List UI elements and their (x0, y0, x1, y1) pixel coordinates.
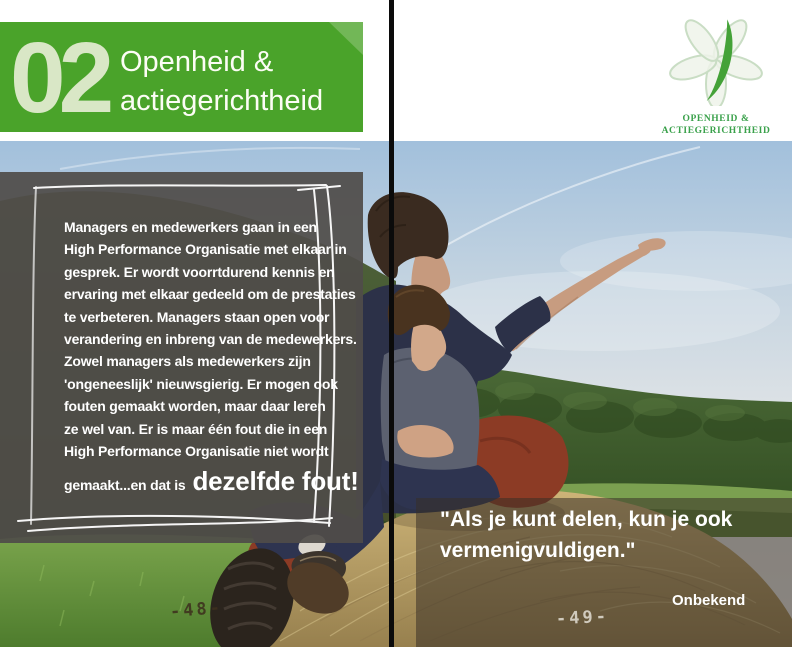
body-text (64, 216, 360, 497)
quote-line2: vermenigvuldigen." (440, 539, 636, 562)
body-line: verandering en inbreng van de medewerkers. (64, 331, 357, 348)
body-line: fouten gemaakt worden, maar daar leren (64, 398, 326, 415)
chapter-title (120, 43, 323, 121)
body-line: High Performance Organisatie niet wordt (64, 443, 329, 460)
body-text-panel (0, 172, 363, 543)
logo-caption-line2: ACTIEGERICHTHEID (661, 126, 771, 136)
body-line: ze wel van. Er is maar één fout die in een (64, 420, 328, 437)
banner-fold-corner (329, 22, 363, 55)
logo-caption (636, 113, 792, 137)
flower-logo-icon (656, 14, 776, 106)
chapter-title-line1: Openheid & (120, 46, 274, 78)
quote-text (440, 504, 732, 566)
body-line: Zowel managers als medewerkers zijn (64, 353, 311, 370)
spread-gutter-line (389, 0, 394, 647)
body-closing-large: dezelfde fout! (192, 466, 359, 497)
chapter-banner (0, 22, 363, 132)
quote-attribution: Onbekend (672, 592, 746, 609)
body-line: High Performance Organisatie met elkaar in (64, 241, 347, 258)
body-line: Managers en medewerkers gaan in een (64, 219, 317, 235)
body-line: gesprek. Er wordt voorrtdurend kennis en (64, 263, 335, 280)
quote-line1: "Als je kunt delen, kun je ook (440, 508, 733, 531)
body-closing-line (64, 466, 360, 497)
chapter-title-line2: actiegerichtheid (120, 85, 324, 117)
body-line: ervaring met elkaar gedeeld om de prestaties (64, 286, 356, 303)
body-closing-small: gemaakt...en dat is (64, 477, 186, 494)
body-line: te verbeteren. Managers staan open voor (64, 308, 330, 325)
page-number-left: -48- (169, 597, 224, 623)
chapter-number: 02 (10, 22, 108, 134)
chapter-logo (636, 14, 792, 137)
page-number-right: -49- (555, 606, 610, 630)
logo-caption-line1: OPENHEID & (682, 114, 750, 124)
body-line: 'ongeneeslijk' nieuwsgierig. Er mogen ook (64, 375, 338, 392)
